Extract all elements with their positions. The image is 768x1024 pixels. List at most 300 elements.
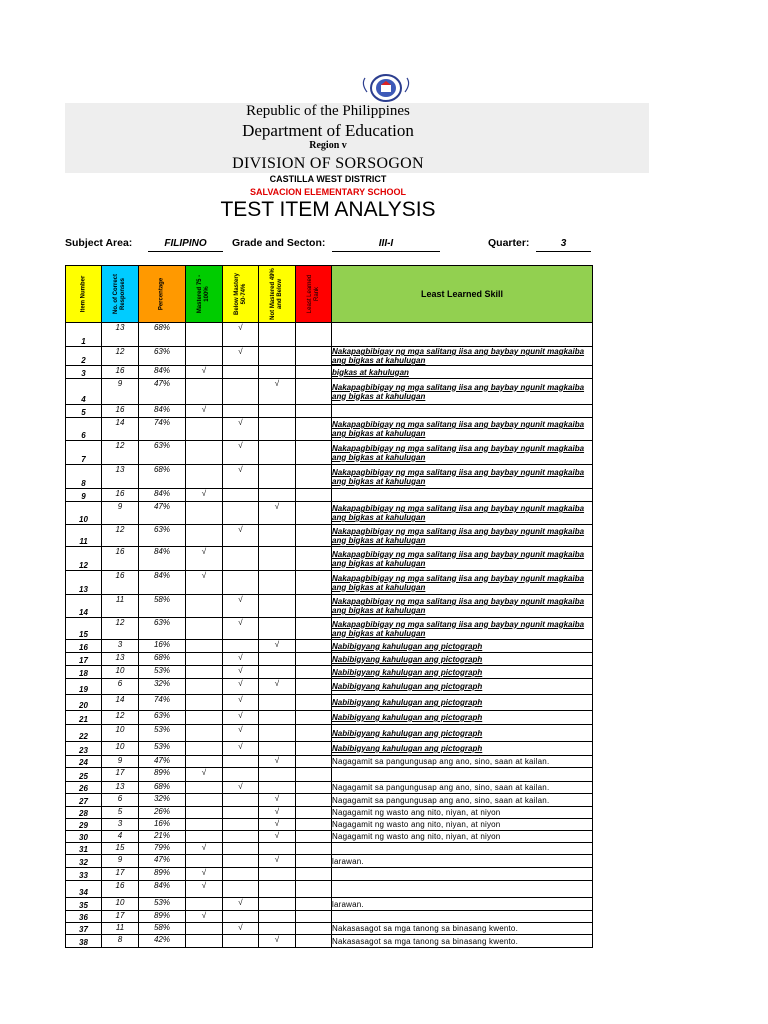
rank-cell xyxy=(296,819,332,831)
item-number-cell: 31 xyxy=(66,843,102,855)
correct-count-cell: 9 xyxy=(102,756,139,768)
not-mastered-cell: √ xyxy=(259,819,296,831)
mastered-cell: √ xyxy=(186,405,223,418)
correct-count-cell: 12 xyxy=(102,441,139,465)
rank-cell xyxy=(296,898,332,911)
table-row xyxy=(66,695,593,711)
skill-cell: Nagagamit sa pangungusap ang ano, sino, saan at kailan. xyxy=(332,794,593,807)
mastered-cell xyxy=(186,935,223,948)
item-analysis-table xyxy=(65,265,593,948)
item-number-cell: 29 xyxy=(66,819,102,831)
not-mastered-cell: √ xyxy=(259,794,296,807)
skill-cell: Nakapagbibigay ng mga salitang iisa ang baybay ngunit magkaiba ang bigkas at kahulugan xyxy=(332,547,593,571)
item-number-cell: 27 xyxy=(66,794,102,807)
mastered-cell: √ xyxy=(186,843,223,855)
not-mastered-cell xyxy=(259,881,296,898)
item-number-cell: 4 xyxy=(66,379,102,405)
not-mastered-cell: √ xyxy=(259,831,296,843)
item-number-cell: 20 xyxy=(66,695,102,711)
item-number-cell: 12 xyxy=(66,547,102,571)
subject-value: FILIPINO xyxy=(148,238,223,252)
correct-count-cell: 16 xyxy=(102,366,139,379)
skill-cell: Nabibigyang kahulugan ang pictograph xyxy=(332,666,593,679)
not-mastered-cell xyxy=(259,547,296,571)
mastered-cell xyxy=(186,855,223,868)
mastered-cell xyxy=(186,725,223,742)
below-mastery-cell xyxy=(223,868,259,881)
below-mastery-cell: √ xyxy=(223,653,259,666)
document-title: TEST ITEM ANALYSIS xyxy=(220,198,436,221)
republic-heading: Republic of the Philippines xyxy=(246,103,410,119)
below-mastery-cell: √ xyxy=(223,418,259,441)
skill-cell: Nakapagbibigay ng mga salitang iisa ang baybay ngunit magkaiba ang bigkas at kahulugan xyxy=(332,502,593,525)
percentage-cell: 63% xyxy=(139,525,186,547)
mastered-cell: √ xyxy=(186,366,223,379)
item-number-cell: 9 xyxy=(66,489,102,502)
not-mastered-cell xyxy=(259,323,296,347)
percentage-cell: 16% xyxy=(139,640,186,653)
mastered-cell xyxy=(186,379,223,405)
skill-cell: Nagagamit sa pangungusap ang ano, sino, saan at kailan. xyxy=(332,756,593,768)
not-mastered-cell xyxy=(259,666,296,679)
col-least-learned-rank: Least Learned Rank xyxy=(296,266,332,323)
correct-count-cell: 5 xyxy=(102,807,139,819)
table-row xyxy=(66,843,593,855)
item-number-cell: 17 xyxy=(66,653,102,666)
table-row xyxy=(66,525,593,547)
skill-cell: Nakapagbibigay ng mga salitang iisa ang baybay ngunit magkaiba ang bigkas at kahulugan xyxy=(332,418,593,441)
rank-cell xyxy=(296,911,332,923)
correct-count-cell: 17 xyxy=(102,911,139,923)
percentage-cell: 68% xyxy=(139,465,186,489)
correct-count-cell: 17 xyxy=(102,768,139,782)
not-mastered-cell xyxy=(259,525,296,547)
table-row xyxy=(66,547,593,571)
skill-cell xyxy=(332,768,593,782)
table-row xyxy=(66,881,593,898)
not-mastered-cell xyxy=(259,911,296,923)
percentage-cell: 68% xyxy=(139,653,186,666)
correct-count-cell: 10 xyxy=(102,666,139,679)
table-row xyxy=(66,711,593,725)
below-mastery-cell: √ xyxy=(223,595,259,618)
rank-cell xyxy=(296,679,332,695)
rank-cell xyxy=(296,547,332,571)
department-heading: Department of Education xyxy=(242,121,414,140)
table-row xyxy=(66,465,593,489)
rank-cell xyxy=(296,465,332,489)
skill-cell: Nakapagbibigay ng mga salitang iisa ang baybay ngunit magkaiba ang bigkas at kahulugan xyxy=(332,465,593,489)
percentage-cell: 63% xyxy=(139,347,186,366)
table-row xyxy=(66,679,593,695)
correct-count-cell: 16 xyxy=(102,571,139,595)
mastered-cell xyxy=(186,819,223,831)
percentage-cell: 32% xyxy=(139,679,186,695)
rank-cell xyxy=(296,405,332,418)
correct-count-cell: 16 xyxy=(102,881,139,898)
correct-count-cell: 13 xyxy=(102,782,139,794)
item-number-cell: 8 xyxy=(66,465,102,489)
below-mastery-cell: √ xyxy=(223,323,259,347)
correct-count-cell: 11 xyxy=(102,923,139,935)
correct-count-cell: 9 xyxy=(102,502,139,525)
table-row xyxy=(66,725,593,742)
percentage-cell: 47% xyxy=(139,379,186,405)
below-mastery-cell: √ xyxy=(223,465,259,489)
table-row xyxy=(66,379,593,405)
skill-cell: larawan. xyxy=(332,898,593,911)
percentage-cell: 58% xyxy=(139,595,186,618)
below-mastery-cell xyxy=(223,756,259,768)
col-not-mastered: Not Mastered 49% and Below xyxy=(259,266,296,323)
percentage-cell: 47% xyxy=(139,756,186,768)
correct-count-cell: 8 xyxy=(102,935,139,948)
below-mastery-cell xyxy=(223,935,259,948)
not-mastered-cell xyxy=(259,366,296,379)
rank-cell xyxy=(296,695,332,711)
item-number-cell: 30 xyxy=(66,831,102,843)
item-number-cell: 18 xyxy=(66,666,102,679)
correct-count-cell: 13 xyxy=(102,323,139,347)
percentage-cell: 68% xyxy=(139,782,186,794)
rank-cell xyxy=(296,756,332,768)
below-mastery-cell xyxy=(223,366,259,379)
below-mastery-cell xyxy=(223,881,259,898)
rank-cell xyxy=(296,502,332,525)
table-row xyxy=(66,807,593,819)
percentage-cell: 53% xyxy=(139,725,186,742)
correct-count-cell: 9 xyxy=(102,379,139,405)
rank-cell xyxy=(296,768,332,782)
percentage-cell: 89% xyxy=(139,868,186,881)
skill-cell: Nakasasagot sa mga tanong sa binasang kwento. xyxy=(332,923,593,935)
below-mastery-cell xyxy=(223,571,259,595)
mastered-cell xyxy=(186,418,223,441)
correct-count-cell: 12 xyxy=(102,347,139,366)
below-mastery-cell xyxy=(223,794,259,807)
item-number-cell: 5 xyxy=(66,405,102,418)
not-mastered-cell: √ xyxy=(259,855,296,868)
skill-cell xyxy=(332,911,593,923)
table-row xyxy=(66,489,593,502)
rank-cell xyxy=(296,653,332,666)
below-mastery-cell: √ xyxy=(223,898,259,911)
grade-value: III-I xyxy=(332,238,440,252)
rank-cell xyxy=(296,347,332,366)
item-number-cell: 23 xyxy=(66,742,102,756)
percentage-cell: 84% xyxy=(139,571,186,595)
skill-cell: Nakapagbibigay ng mga salitang iisa ang baybay ngunit magkaiba ang bigkas at kahulugan xyxy=(332,595,593,618)
rank-cell xyxy=(296,855,332,868)
item-number-cell: 7 xyxy=(66,441,102,465)
rank-cell xyxy=(296,742,332,756)
correct-count-cell: 3 xyxy=(102,640,139,653)
item-number-cell: 3 xyxy=(66,366,102,379)
below-mastery-cell: √ xyxy=(223,441,259,465)
not-mastered-cell: √ xyxy=(259,807,296,819)
below-mastery-cell xyxy=(223,405,259,418)
table-row xyxy=(66,653,593,666)
col-least-learned-skill: Least Learned Skill xyxy=(332,266,593,323)
correct-count-cell: 12 xyxy=(102,525,139,547)
percentage-cell: 58% xyxy=(139,923,186,935)
item-number-cell: 25 xyxy=(66,768,102,782)
correct-count-cell: 11 xyxy=(102,595,139,618)
below-mastery-cell xyxy=(223,855,259,868)
skill-cell: Nabibigyang kahulugan ang pictograph xyxy=(332,653,593,666)
mastered-cell xyxy=(186,525,223,547)
skill-cell: Nagagamit sa pangungusap ang ano, sino, saan at kailan. xyxy=(332,782,593,794)
correct-count-cell: 14 xyxy=(102,695,139,711)
division-heading: DIVISION OF SORSOGON xyxy=(232,155,424,172)
rank-cell xyxy=(296,595,332,618)
mastered-cell xyxy=(186,441,223,465)
table-row xyxy=(66,441,593,465)
rank-cell xyxy=(296,418,332,441)
correct-count-cell: 6 xyxy=(102,794,139,807)
table-row xyxy=(66,405,593,418)
rank-cell xyxy=(296,366,332,379)
skill-cell xyxy=(332,868,593,881)
percentage-cell: 89% xyxy=(139,768,186,782)
skill-cell: Nakapagbibigay ng mga salitang iisa ang baybay ngunit magkaiba ang bigkas at kahulugan xyxy=(332,618,593,640)
mastered-cell xyxy=(186,807,223,819)
not-mastered-cell xyxy=(259,571,296,595)
grade-label: Grade and Secton: xyxy=(232,237,326,249)
skill-cell: Nakapagbibigay ng mga salitang iisa ang baybay ngunit magkaiba ang bigkas at kahulugan xyxy=(332,441,593,465)
school-heading: SALVACION ELEMENTARY SCHOOL xyxy=(249,187,406,197)
percentage-cell: 53% xyxy=(139,666,186,679)
not-mastered-cell xyxy=(259,618,296,640)
below-mastery-cell xyxy=(223,911,259,923)
subject-label: Subject Area: xyxy=(65,237,133,249)
percentage-cell: 84% xyxy=(139,489,186,502)
skill-cell: Nakapagbibigay ng mga salitang iisa ang baybay ngunit magkaiba ang bigkas at kahulugan xyxy=(332,525,593,547)
not-mastered-cell xyxy=(259,782,296,794)
below-mastery-cell: √ xyxy=(223,666,259,679)
table-header-row xyxy=(66,266,593,323)
not-mastered-cell xyxy=(259,347,296,366)
correct-count-cell: 6 xyxy=(102,679,139,695)
mastered-cell: √ xyxy=(186,571,223,595)
rank-cell xyxy=(296,489,332,502)
skill-cell: Nabibigyang kahulugan ang pictograph xyxy=(332,695,593,711)
percentage-cell: 32% xyxy=(139,794,186,807)
rank-cell xyxy=(296,571,332,595)
percentage-cell: 63% xyxy=(139,618,186,640)
percentage-cell: 26% xyxy=(139,807,186,819)
below-mastery-cell xyxy=(223,640,259,653)
item-number-cell: 33 xyxy=(66,868,102,881)
mastered-cell xyxy=(186,666,223,679)
skill-cell: Nagagamit ng wasto ang nito, niyan, at niyon xyxy=(332,819,593,831)
percentage-cell: 63% xyxy=(139,441,186,465)
rank-cell xyxy=(296,666,332,679)
item-number-cell: 37 xyxy=(66,923,102,935)
not-mastered-cell xyxy=(259,595,296,618)
not-mastered-cell xyxy=(259,465,296,489)
rank-cell xyxy=(296,640,332,653)
not-mastered-cell xyxy=(259,768,296,782)
not-mastered-cell xyxy=(259,868,296,881)
below-mastery-cell: √ xyxy=(223,525,259,547)
table-row xyxy=(66,911,593,923)
item-number-cell: 16 xyxy=(66,640,102,653)
correct-count-cell: 10 xyxy=(102,898,139,911)
rank-cell xyxy=(296,843,332,855)
mastered-cell xyxy=(186,679,223,695)
item-number-cell: 38 xyxy=(66,935,102,948)
percentage-cell: 84% xyxy=(139,881,186,898)
rank-cell xyxy=(296,725,332,742)
percentage-cell: 47% xyxy=(139,502,186,525)
skill-cell xyxy=(332,323,593,347)
not-mastered-cell: √ xyxy=(259,756,296,768)
table-row xyxy=(66,640,593,653)
percentage-cell: 74% xyxy=(139,418,186,441)
table-row xyxy=(66,794,593,807)
table-row xyxy=(66,666,593,679)
table-row xyxy=(66,502,593,525)
region-heading: Region v xyxy=(309,140,347,151)
skill-cell: Nagagamit ng wasto ang nito, niyan, at niyon xyxy=(332,831,593,843)
mastered-cell xyxy=(186,898,223,911)
below-mastery-cell: √ xyxy=(223,695,259,711)
table-row xyxy=(66,571,593,595)
skill-cell xyxy=(332,405,593,418)
mastered-cell: √ xyxy=(186,868,223,881)
not-mastered-cell xyxy=(259,653,296,666)
mastered-cell xyxy=(186,323,223,347)
item-number-cell: 1 xyxy=(66,323,102,347)
correct-count-cell: 17 xyxy=(102,868,139,881)
mastered-cell xyxy=(186,502,223,525)
below-mastery-cell: √ xyxy=(223,618,259,640)
correct-count-cell: 16 xyxy=(102,547,139,571)
table-row xyxy=(66,868,593,881)
table-row xyxy=(66,595,593,618)
item-number-cell: 36 xyxy=(66,911,102,923)
skill-cell: bigkas at kahulugan xyxy=(332,366,593,379)
rank-cell xyxy=(296,441,332,465)
below-mastery-cell: √ xyxy=(223,725,259,742)
item-number-cell: 2 xyxy=(66,347,102,366)
table-row xyxy=(66,898,593,911)
not-mastered-cell xyxy=(259,405,296,418)
below-mastery-cell: √ xyxy=(223,679,259,695)
skill-cell: larawan. xyxy=(332,855,593,868)
percentage-cell: 79% xyxy=(139,843,186,855)
not-mastered-cell: √ xyxy=(259,640,296,653)
below-mastery-cell: √ xyxy=(223,923,259,935)
rank-cell xyxy=(296,831,332,843)
mastered-cell xyxy=(186,465,223,489)
below-mastery-cell: √ xyxy=(223,782,259,794)
rank-cell xyxy=(296,935,332,948)
below-mastery-cell: √ xyxy=(223,347,259,366)
not-mastered-cell xyxy=(259,923,296,935)
percentage-cell: 53% xyxy=(139,898,186,911)
mastered-cell xyxy=(186,695,223,711)
skill-cell: Nakasasagot sa mga tanong sa binasang kwento. xyxy=(332,935,593,948)
skill-cell: Nakapagbibigay ng mga salitang iisa ang baybay ngunit magkaiba ang bigkas at kahulugan xyxy=(332,347,593,366)
correct-count-cell: 16 xyxy=(102,489,139,502)
item-number-cell: 15 xyxy=(66,618,102,640)
correct-count-cell: 13 xyxy=(102,653,139,666)
rank-cell xyxy=(296,807,332,819)
skill-cell xyxy=(332,843,593,855)
below-mastery-cell xyxy=(223,819,259,831)
table-row xyxy=(66,323,593,347)
skill-cell: Nakapagbibigay ng mga salitang iisa ang baybay ngunit magkaiba ang bigkas at kahulugan xyxy=(332,379,593,405)
below-mastery-cell xyxy=(223,547,259,571)
percentage-cell: 84% xyxy=(139,405,186,418)
not-mastered-cell: √ xyxy=(259,502,296,525)
mastered-cell: √ xyxy=(186,881,223,898)
quarter-label: Quarter: xyxy=(488,237,530,249)
mastered-cell xyxy=(186,742,223,756)
percentage-cell: 53% xyxy=(139,742,186,756)
not-mastered-cell xyxy=(259,742,296,756)
item-number-cell: 32 xyxy=(66,855,102,868)
below-mastery-cell xyxy=(223,807,259,819)
item-number-cell: 6 xyxy=(66,418,102,441)
table-row xyxy=(66,768,593,782)
skill-cell: Nabibigyang kahulugan ang pictograph xyxy=(332,725,593,742)
percentage-cell: 42% xyxy=(139,935,186,948)
col-below-mastery: Below Mastery 50-74% xyxy=(223,266,259,323)
table-row xyxy=(66,756,593,768)
mastered-cell xyxy=(186,640,223,653)
table-row xyxy=(66,831,593,843)
district-heading: CASTILLA WEST DISTRICT xyxy=(269,174,387,184)
mastered-cell: √ xyxy=(186,489,223,502)
table-row xyxy=(66,366,593,379)
mastered-cell xyxy=(186,347,223,366)
below-mastery-cell xyxy=(223,502,259,525)
rank-cell xyxy=(296,525,332,547)
rank-cell xyxy=(296,881,332,898)
item-number-cell: 21 xyxy=(66,711,102,725)
item-number-cell: 34 xyxy=(66,881,102,898)
table-row xyxy=(66,923,593,935)
below-mastery-cell: √ xyxy=(223,711,259,725)
skill-cell: Nabibigyang kahulugan ang pictograph xyxy=(332,640,593,653)
skill-cell: Nakapagbibigay ng mga salitang iisa ang baybay ngunit magkaiba ang bigkas at kahulugan xyxy=(332,571,593,595)
mastered-cell xyxy=(186,711,223,725)
correct-count-cell: 14 xyxy=(102,418,139,441)
col-percentage: Percentage xyxy=(139,266,186,323)
table-row xyxy=(66,855,593,868)
not-mastered-cell xyxy=(259,695,296,711)
mastered-cell xyxy=(186,756,223,768)
correct-count-cell: 15 xyxy=(102,843,139,855)
table-row xyxy=(66,418,593,441)
not-mastered-cell xyxy=(259,843,296,855)
not-mastered-cell: √ xyxy=(259,935,296,948)
table-row xyxy=(66,618,593,640)
skill-cell xyxy=(332,881,593,898)
skill-cell xyxy=(332,489,593,502)
mastered-cell: √ xyxy=(186,911,223,923)
deped-seal-logo xyxy=(357,72,415,102)
quarter-value: 3 xyxy=(536,238,591,252)
correct-count-cell: 12 xyxy=(102,711,139,725)
item-number-cell: 26 xyxy=(66,782,102,794)
not-mastered-cell xyxy=(259,441,296,465)
rank-cell xyxy=(296,782,332,794)
mastered-cell xyxy=(186,653,223,666)
